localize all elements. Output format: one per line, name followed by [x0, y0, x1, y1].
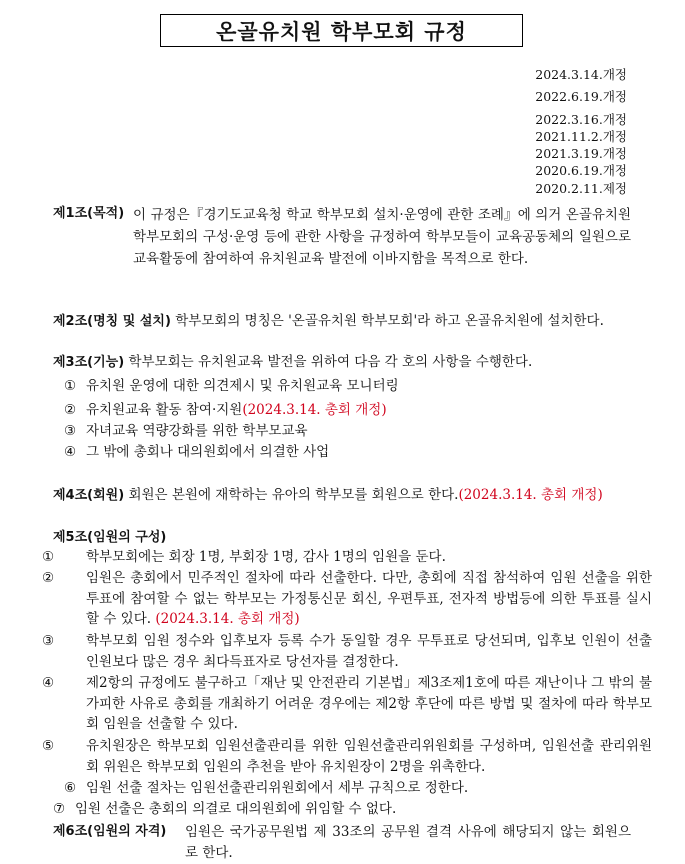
article-5: [53, 527, 631, 548]
item-text: 학부모회 임원 정수와 입후보자 등록 수가 동일할 경우 무투표로 당선되며, 입후보 인원이 선출 인원보다 많은 경우 최다득표자로 당선자를 결정한다.: [86, 633, 652, 670]
article-2-text: 학부모회의 명칭은 '온골유치원 학부모회'라 하고 온골유치원에 설치한다.: [175, 313, 604, 329]
item-number: ④: [64, 444, 77, 460]
revision-entry: 2020.2.11.제정: [535, 180, 627, 196]
revision-note: (2024.3.14. 총회 개정): [155, 611, 300, 627]
item-number: ①: [64, 378, 77, 394]
item-text: 학부모회에는 회장 1명, 부회장 1명, 감사 1명의 임원을 둔다.: [86, 549, 446, 565]
item-number: ③: [42, 633, 55, 649]
article-6-label: 제6조(임원의 자격): [53, 824, 167, 839]
article-2-label: 제2조(명칭 및 설치): [53, 314, 171, 329]
article-5-item: [53, 799, 613, 820]
article-5-item: [42, 631, 652, 672]
revision-history: [535, 66, 627, 197]
article-3-item: [64, 442, 624, 463]
item-number: ②: [64, 402, 77, 418]
article-1-text: 이 규정은『경기도교육청 학교 학부모회 설치·운영에 관한 조례』에 의거 온골유치원 학부모회의 구성·운영 등에 관한 사항을 규정하여 학부모들이 교육공동체의 일원으로 교육활동에 참여하여 유치원교육 발전에 이바지함을 목적으로 한다.: [133, 207, 631, 267]
revision-entry: 2022.3.16.개정: [535, 111, 627, 127]
article-3-item: [64, 400, 624, 421]
item-text: 유치원교육 활동 참여·지원: [86, 402, 243, 418]
item-number: ③: [64, 423, 77, 439]
revision-entry: 2020.6.19.개정: [535, 163, 627, 179]
article-5-label: 제5조(임원의 구성): [53, 530, 167, 545]
article-3: [53, 352, 631, 373]
article-2: [53, 311, 631, 332]
item-number: ①: [42, 549, 55, 565]
page-title: 온골유치원 학부모회 규정: [160, 14, 523, 47]
item-number: ⑥: [64, 780, 77, 796]
article-4-label: 제4조(회원): [53, 488, 125, 503]
article-3-item: [64, 376, 624, 397]
item-text: 임원 선출 절차는 임원선출관리위원회에서 세부 규칙으로 정한다.: [86, 780, 469, 796]
article-6: [53, 822, 631, 864]
article-6-text: 임원은 국가공무원법 제 33조의 공무원 결격 사유에 해당되지 않는 회원으로 한다.: [185, 824, 631, 861]
article-1: [53, 204, 631, 270]
article-3-label: 제3조(기능): [53, 355, 125, 370]
article-3-text: 학부모회는 유치원교육 발전을 위하여 다음 각 호의 사항을 수행한다.: [128, 354, 533, 370]
item-text: 제2항의 규정에도 불구하고「재난 및 안전관리 기본법」제3조제1호에 따른 재난이나 그 밖의 불가피한 사유로 총회를 개최하기 어려운 경우에는 제2항 후단에 따른 방법 및 절차에 따라 학부모회 임원을 선출할 수 있다.: [86, 675, 652, 732]
article-5-item: [64, 778, 624, 799]
item-text: 임원 선출은 총회의 의결로 대의원회에 위임할 수 없다.: [75, 801, 397, 817]
revision-entry: 2021.11.2.개정: [535, 128, 627, 144]
revision-entry: 2021.3.19.개정: [535, 146, 627, 162]
item-number: ⑦: [53, 801, 66, 817]
article-3-item: [64, 421, 624, 442]
item-text: 그 밖에 총회나 대의원회에서 의결한 사업: [86, 444, 330, 460]
revision-entry: 2022.6.19.개정: [535, 89, 627, 105]
revision-entry: 2024.3.14.개정: [535, 67, 627, 82]
article-4-text: 회원은 본원에 재학하는 유아의 학부모를 회원으로 한다.: [128, 487, 459, 503]
item-text: 자녀교육 역량강화를 위한 학부모교육: [86, 423, 308, 439]
revision-note: (2024.3.14. 총회 개정): [242, 402, 387, 418]
article-5-item: [42, 673, 652, 735]
item-number: ⑤: [42, 738, 55, 754]
item-text: 유치원 운영에 대한 의견제시 및 유치원교육 모니터링: [86, 378, 399, 394]
article-5-item: [42, 547, 652, 568]
item-number: ②: [42, 570, 55, 586]
article-5-item: [42, 736, 652, 777]
item-number: ④: [42, 675, 55, 691]
article-4: [53, 485, 631, 506]
item-text: 유치원장은 학부모회 임원선출관리를 위한 임원선출관리위원회를 구성하며, 임원선출 관리위원회 위원은 학부모회 임원의 추천을 받아 유치원장이 2명을 위촉한다.: [86, 738, 652, 775]
revision-note: (2024.3.14. 총회 개정): [458, 487, 603, 503]
item-text: 임원은 총회에서 민주적인 절차에 따라 선출한다. 다만, 총회에 직접 참석하여 임원 선출을 위한 투표에 참여할 수 없는 학부모는 가정통신문 회신, 우편투표, 전자적 방법등에 의한 투표를 실시할 수 있다.: [86, 570, 652, 627]
article-1-label: 제1조(목적): [53, 206, 125, 221]
article-5-item: [42, 568, 652, 630]
